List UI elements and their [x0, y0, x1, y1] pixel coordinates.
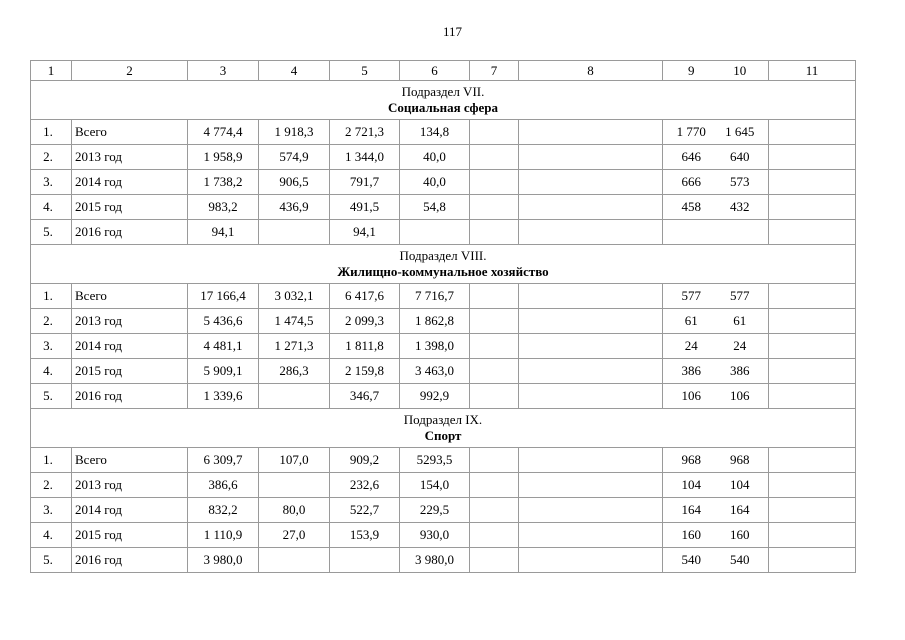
header-cell-3: 3 — [188, 61, 259, 81]
header-cell-5: 5 — [330, 61, 400, 81]
section-header-cell — [31, 245, 856, 284]
cell-c4: 906,5 — [259, 170, 330, 195]
cell-c5: 2 159,8 — [330, 359, 400, 384]
table-row — [31, 548, 856, 573]
cell-c10: 104 — [730, 477, 750, 492]
section-title: Жилищно-коммунальное хозяйство — [337, 264, 549, 279]
header-cell-6: 6 — [400, 61, 470, 81]
cell-c5: 2 721,3 — [330, 120, 400, 145]
cell-c11 — [769, 145, 856, 170]
row-name: 2014 год — [72, 334, 188, 359]
header-cell-7: 7 — [470, 61, 519, 81]
cell-c9-c10 — [663, 473, 769, 498]
cell-c4 — [259, 220, 330, 245]
cell-c6: 5293,5 — [400, 448, 470, 473]
cell-c3: 386,6 — [188, 473, 259, 498]
cell-c9: 540 — [681, 552, 701, 567]
cell-c9-c10 — [663, 309, 769, 334]
cell-c5: 522,7 — [330, 498, 400, 523]
cell-c3: 1 339,6 — [188, 384, 259, 409]
cell-c7 — [470, 334, 519, 359]
cell-c11 — [769, 384, 856, 409]
cell-c5 — [330, 548, 400, 573]
cell-c8 — [519, 145, 663, 170]
section-header-row — [31, 409, 856, 448]
cell-c8 — [519, 548, 663, 573]
cell-c11 — [769, 548, 856, 573]
table-row — [31, 473, 856, 498]
cell-c8 — [519, 195, 663, 220]
cell-c10: 577 — [730, 288, 750, 303]
row-number: 2. — [31, 473, 72, 498]
cell-c5: 153,9 — [330, 523, 400, 548]
cell-c10: 24 — [733, 338, 747, 353]
cell-c11 — [769, 220, 856, 245]
cell-c9-c10 — [663, 498, 769, 523]
row-name: 2014 год — [72, 498, 188, 523]
cell-c6: 40,0 — [400, 170, 470, 195]
cell-c7 — [470, 284, 519, 309]
cell-c8 — [519, 284, 663, 309]
cell-c9: 458 — [681, 199, 701, 214]
cell-c10: 968 — [730, 452, 750, 467]
row-number: 3. — [31, 170, 72, 195]
cell-c4 — [259, 548, 330, 573]
cell-c4: 80,0 — [259, 498, 330, 523]
cell-c10: 540 — [730, 552, 750, 567]
cell-c9: 24 — [684, 338, 698, 353]
row-number: 3. — [31, 334, 72, 359]
cell-c4: 1 474,5 — [259, 309, 330, 334]
cell-c6: 930,0 — [400, 523, 470, 548]
table-row — [31, 195, 856, 220]
section-header-row — [31, 81, 856, 120]
cell-c9: 386 — [681, 363, 701, 378]
cell-c3: 983,2 — [188, 195, 259, 220]
row-number: 2. — [31, 309, 72, 334]
section-label: Подраздел IX. — [403, 412, 483, 427]
cell-c11 — [769, 334, 856, 359]
cell-c9: 1 770 — [676, 124, 706, 139]
table-row — [31, 120, 856, 145]
header-cell-8: 8 — [519, 61, 663, 81]
cell-c7 — [470, 384, 519, 409]
cell-c6: 40,0 — [400, 145, 470, 170]
cell-c8 — [519, 473, 663, 498]
cell-c9-c10 — [663, 284, 769, 309]
cell-c5: 2 099,3 — [330, 309, 400, 334]
cell-c9-c10 — [663, 145, 769, 170]
cell-c9: 160 — [681, 527, 701, 542]
row-number: 2. — [31, 145, 72, 170]
cell-c3: 1 958,9 — [188, 145, 259, 170]
section-label: Подраздел VIII. — [399, 248, 487, 263]
table-row — [31, 145, 856, 170]
cell-c9-c10 — [663, 384, 769, 409]
section-header-cell — [31, 81, 856, 120]
cell-c3: 94,1 — [188, 220, 259, 245]
cell-c10: 61 — [733, 313, 747, 328]
cell-c4: 574,9 — [259, 145, 330, 170]
cell-c7 — [470, 309, 519, 334]
row-number: 1. — [31, 284, 72, 309]
cell-c11 — [769, 498, 856, 523]
cell-c9: 104 — [681, 477, 701, 492]
row-name: 2013 год — [72, 145, 188, 170]
cell-c5: 791,7 — [330, 170, 400, 195]
header-cell-4: 4 — [259, 61, 330, 81]
cell-c6: 3 463,0 — [400, 359, 470, 384]
cell-c5: 94,1 — [330, 220, 400, 245]
table-header-row — [31, 61, 856, 81]
cell-c7 — [470, 170, 519, 195]
table-row — [31, 284, 856, 309]
cell-c7 — [470, 145, 519, 170]
row-name: 2015 год — [72, 359, 188, 384]
row-name: Всего — [72, 120, 188, 145]
cell-c3: 6 309,7 — [188, 448, 259, 473]
data-table — [30, 60, 856, 573]
header-cell-11: 11 — [769, 61, 856, 81]
cell-c4: 286,3 — [259, 359, 330, 384]
cell-c7 — [470, 359, 519, 384]
section-title: Спорт — [424, 428, 462, 443]
table-row — [31, 334, 856, 359]
cell-c7 — [470, 498, 519, 523]
cell-c9: 164 — [681, 502, 701, 517]
cell-c3: 4 774,4 — [188, 120, 259, 145]
cell-c11 — [769, 120, 856, 145]
cell-c8 — [519, 498, 663, 523]
cell-c6: 1 862,8 — [400, 309, 470, 334]
cell-c9: 577 — [681, 288, 701, 303]
table-row — [31, 309, 856, 334]
cell-c8 — [519, 120, 663, 145]
row-number: 5. — [31, 384, 72, 409]
cell-c4 — [259, 473, 330, 498]
cell-c3: 5 436,6 — [188, 309, 259, 334]
cell-c4: 3 032,1 — [259, 284, 330, 309]
cell-c10: 432 — [730, 199, 750, 214]
cell-c9: 968 — [681, 452, 701, 467]
cell-c9-c10 — [663, 334, 769, 359]
cell-c3: 4 481,1 — [188, 334, 259, 359]
cell-c3: 5 909,1 — [188, 359, 259, 384]
page-number: 117 — [442, 24, 463, 39]
row-name: 2015 год — [72, 523, 188, 548]
cell-c11 — [769, 195, 856, 220]
row-name: 2016 год — [72, 220, 188, 245]
cell-c11 — [769, 473, 856, 498]
table-row — [31, 448, 856, 473]
cell-c7 — [470, 473, 519, 498]
cell-c9-c10 — [663, 170, 769, 195]
row-number: 5. — [31, 548, 72, 573]
cell-c10: 573 — [730, 174, 750, 189]
cell-c8 — [519, 334, 663, 359]
header-cell-9: 9 — [688, 62, 695, 78]
cell-c7 — [470, 448, 519, 473]
cell-c6 — [400, 220, 470, 245]
row-name: 2013 год — [72, 309, 188, 334]
cell-c3: 17 166,4 — [188, 284, 259, 309]
row-number: 5. — [31, 220, 72, 245]
cell-c3: 1 738,2 — [188, 170, 259, 195]
cell-c9-c10 — [663, 220, 769, 245]
cell-c10: 1 645 — [725, 124, 755, 139]
cell-c10: 386 — [730, 363, 750, 378]
cell-c6: 7 716,7 — [400, 284, 470, 309]
table-row — [31, 359, 856, 384]
cell-c11 — [769, 523, 856, 548]
cell-c6: 54,8 — [400, 195, 470, 220]
cell-c4: 1 271,3 — [259, 334, 330, 359]
cell-c3: 832,2 — [188, 498, 259, 523]
table-row — [31, 498, 856, 523]
row-name: 2014 год — [72, 170, 188, 195]
section-title: Социальная сфера — [387, 100, 499, 115]
row-name: 2016 год — [72, 384, 188, 409]
cell-c5: 1 344,0 — [330, 145, 400, 170]
section-header-cell — [31, 409, 856, 448]
cell-c11 — [769, 359, 856, 384]
cell-c9-c10 — [663, 523, 769, 548]
cell-c11 — [769, 170, 856, 195]
cell-c9: 666 — [681, 174, 701, 189]
cell-c4: 107,0 — [259, 448, 330, 473]
section-label: Подраздел VII. — [401, 84, 485, 99]
cell-c7 — [470, 220, 519, 245]
cell-c9-c10 — [663, 548, 769, 573]
row-name: Всего — [72, 448, 188, 473]
cell-c6: 1 398,0 — [400, 334, 470, 359]
cell-c8 — [519, 448, 663, 473]
cell-c9-c10 — [663, 195, 769, 220]
table-row — [31, 384, 856, 409]
header-cell-1: 1 — [31, 61, 72, 81]
row-name: 2013 год — [72, 473, 188, 498]
cell-c8 — [519, 170, 663, 195]
cell-c9: 106 — [681, 388, 701, 403]
row-number: 1. — [31, 448, 72, 473]
cell-c5: 1 811,8 — [330, 334, 400, 359]
cell-c10: 106 — [730, 388, 750, 403]
cell-c9-c10 — [663, 448, 769, 473]
row-number: 3. — [31, 498, 72, 523]
header-cell-10: 10 — [733, 62, 747, 78]
cell-c9: 646 — [681, 149, 701, 164]
row-number: 4. — [31, 523, 72, 548]
cell-c9-c10 — [663, 120, 769, 145]
cell-c6: 992,9 — [400, 384, 470, 409]
cell-c5: 6 417,6 — [330, 284, 400, 309]
header-cell-9-10 — [663, 61, 769, 81]
cell-c7 — [470, 120, 519, 145]
cell-c11 — [769, 284, 856, 309]
cell-c9-c10 — [663, 359, 769, 384]
cell-c8 — [519, 220, 663, 245]
row-number: 4. — [31, 359, 72, 384]
row-name: 2015 год — [72, 195, 188, 220]
cell-c8 — [519, 384, 663, 409]
cell-c7 — [470, 548, 519, 573]
row-number: 1. — [31, 120, 72, 145]
cell-c7 — [470, 195, 519, 220]
table-row — [31, 170, 856, 195]
cell-c5: 491,5 — [330, 195, 400, 220]
row-name: 2016 год — [72, 548, 188, 573]
header-cell-2: 2 — [72, 61, 188, 81]
cell-c11 — [769, 309, 856, 334]
cell-c5: 909,2 — [330, 448, 400, 473]
cell-c8 — [519, 359, 663, 384]
cell-c3: 3 980,0 — [188, 548, 259, 573]
cell-c4: 27,0 — [259, 523, 330, 548]
cell-c4: 1 918,3 — [259, 120, 330, 145]
cell-c6: 134,8 — [400, 120, 470, 145]
cell-c11 — [769, 448, 856, 473]
cell-c4: 436,9 — [259, 195, 330, 220]
cell-c6: 229,5 — [400, 498, 470, 523]
cell-c8 — [519, 309, 663, 334]
cell-c5: 232,6 — [330, 473, 400, 498]
section-header-row — [31, 245, 856, 284]
cell-c7 — [470, 523, 519, 548]
table-row — [31, 523, 856, 548]
cell-c8 — [519, 523, 663, 548]
cell-c5: 346,7 — [330, 384, 400, 409]
row-name: Всего — [72, 284, 188, 309]
table-row — [31, 220, 856, 245]
cell-c9: 61 — [684, 313, 698, 328]
cell-c6: 3 980,0 — [400, 548, 470, 573]
cell-c10: 160 — [730, 527, 750, 542]
cell-c10: 164 — [730, 502, 750, 517]
cell-c10: 640 — [730, 149, 750, 164]
cell-c6: 154,0 — [400, 473, 470, 498]
row-number: 4. — [31, 195, 72, 220]
cell-c4 — [259, 384, 330, 409]
cell-c3: 1 110,9 — [188, 523, 259, 548]
